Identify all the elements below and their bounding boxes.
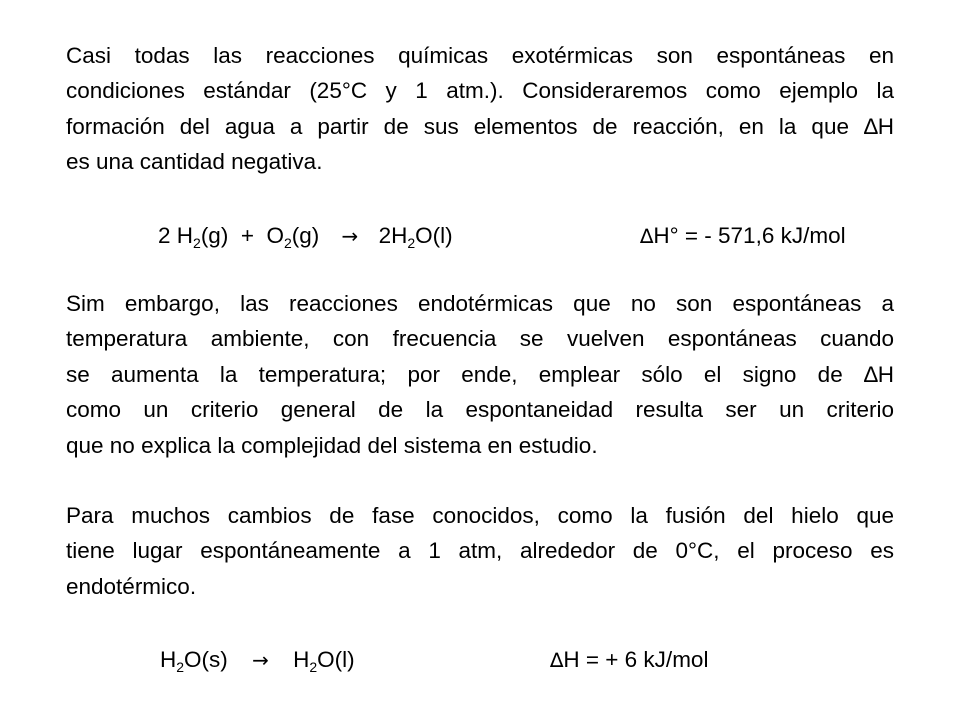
reactants: 2 $H_2(g) + O_2(g)$ <box>158 223 320 251</box>
paragraph-exothermic <box>66 38 894 180</box>
equation-water-enthalpy: ∆H° = - 571,6 kJ/mol <box>640 223 846 248</box>
paragraph-line: Para muchos cambios de fase conocidos, como la fusión del hielo que <box>66 503 894 528</box>
paragraph-line: condiciones estándar (25°C y 1 atm.). Consideraremos como ejemplo la <box>66 78 894 104</box>
delta-symbol: ∆ <box>550 648 564 672</box>
paragraph-line: que no explica la complejidad del sistema en estudio. <box>66 432 598 458</box>
equation-ice-melting <box>160 645 355 675</box>
reactants: $H_2O(s)$ <box>160 647 228 675</box>
paragraph-line: Casi todas las reacciones químicas exotérmicas son espontáneas en <box>66 43 894 68</box>
paragraph-line: Sim embargo, las reacciones endotérmicas que no son espontáneas a <box>66 291 894 316</box>
paragraph-line: como un criterio general de la espontaneidad resulta ser un criterio <box>66 397 894 423</box>
paragraph-line: se aumenta la temperatura; por ende, emplear sólo el signo de ∆H <box>66 361 894 387</box>
paragraph-phase-change <box>66 498 894 604</box>
delta-symbol: ∆ <box>640 224 654 248</box>
reaction-arrow-icon: → <box>252 648 269 672</box>
paragraph-line: es una cantidad negativa. <box>66 149 323 175</box>
equation-water-formation <box>158 221 453 251</box>
equation-ice-enthalpy: ∆H = + 6 kJ/mol <box>550 647 709 672</box>
paragraph-line: formación del agua a partir de sus elementos de reacción, en la que ∆H <box>66 113 894 139</box>
reaction-arrow-icon: → <box>341 224 359 248</box>
paragraph-line: endotérmico. <box>66 573 197 599</box>
paragraph-line: tiene lugar espontáneamente a 1 atm, alrededor de 0°C, el proceso es <box>66 538 894 564</box>
paragraph-line: temperatura ambiente, con frecuencia se vuelven espontáneas cuando <box>66 326 894 352</box>
products: $H_2O(l)$ <box>293 647 355 675</box>
paragraph-endothermic <box>66 286 894 463</box>
products: $2H_2O(l)$ <box>378 223 453 251</box>
